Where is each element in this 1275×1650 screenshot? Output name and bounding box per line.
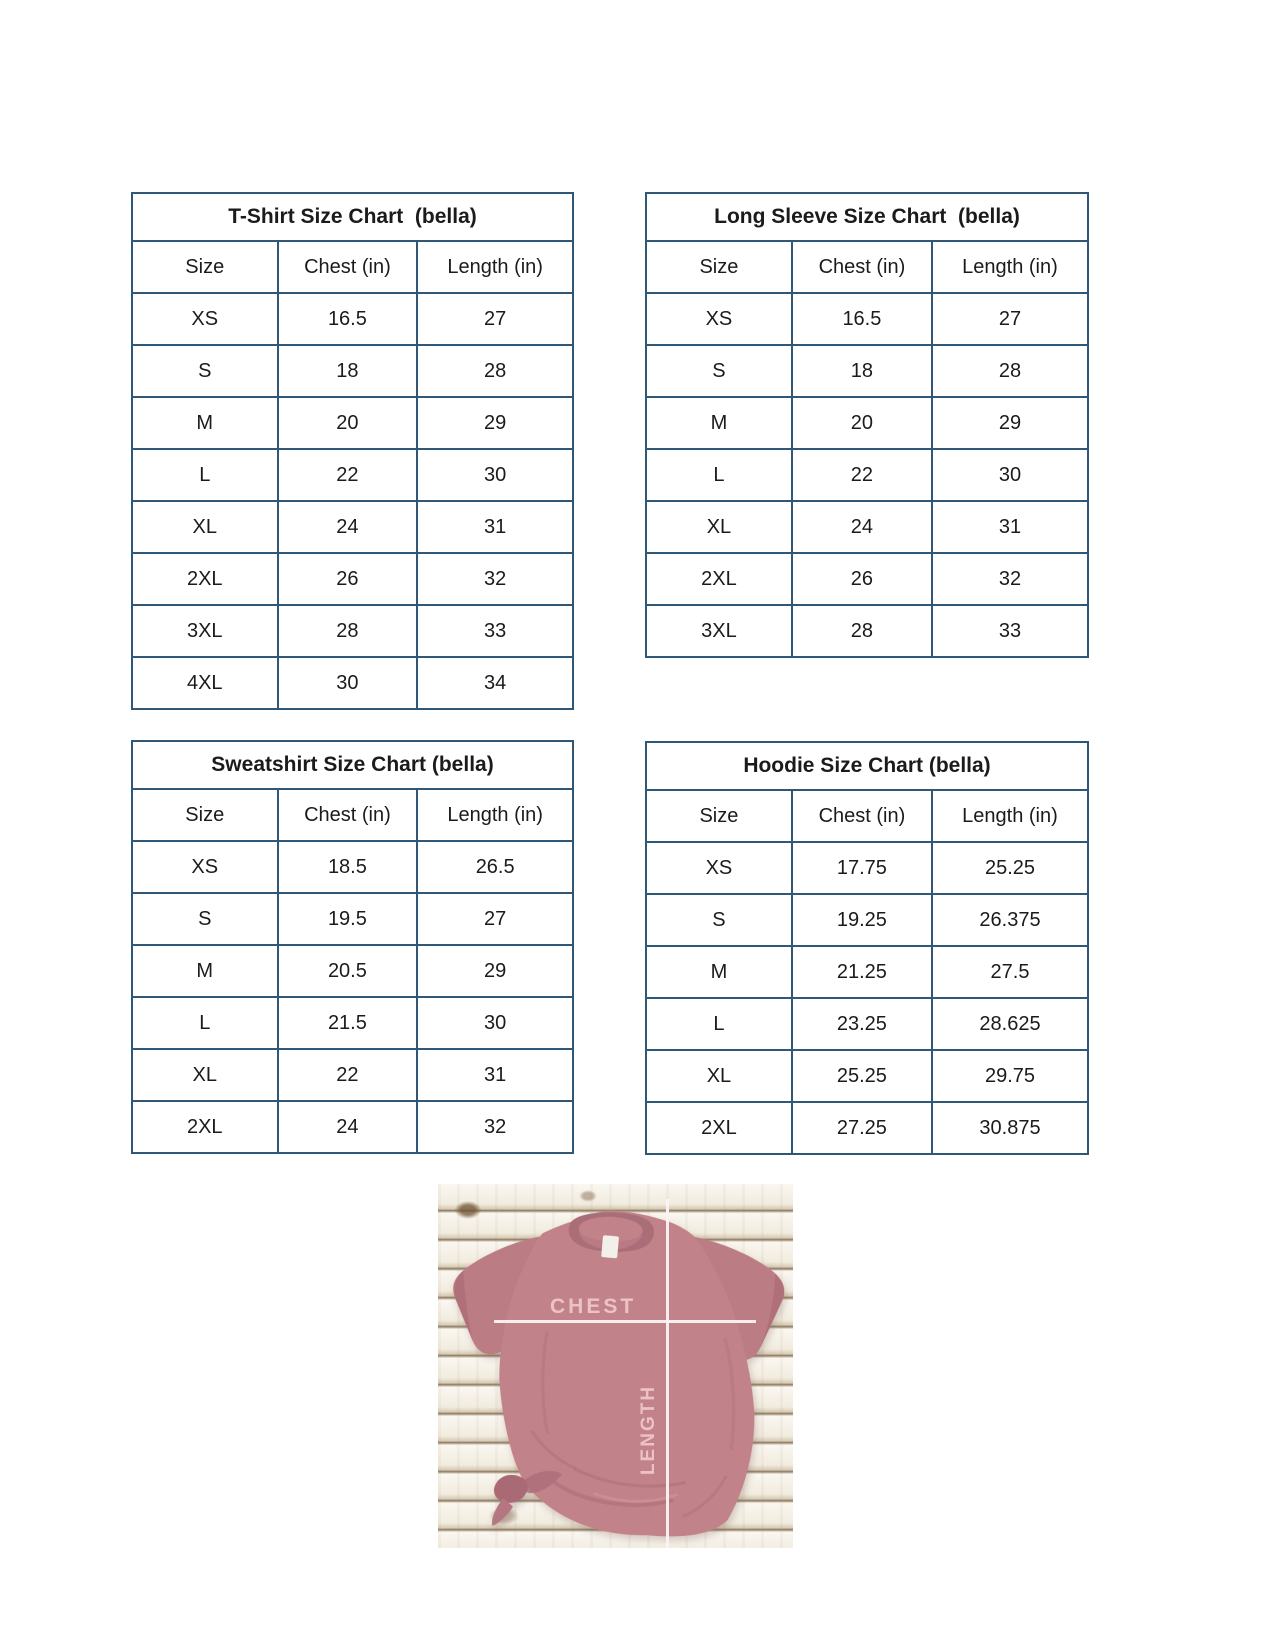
size-cell: 21.25 — [792, 946, 932, 998]
size-cell: 31 — [417, 501, 573, 553]
column-header: Size — [646, 790, 792, 842]
size-cell: L — [132, 997, 278, 1049]
size-cell: 16.5 — [278, 293, 418, 345]
table-row — [132, 841, 573, 893]
column-header: Length (in) — [932, 241, 1088, 293]
size-cell: 30 — [278, 657, 418, 709]
table-title: Long Sleeve Size Chart (bella) — [646, 193, 1088, 241]
long-sleeve-size-table — [645, 192, 1089, 658]
table-row — [646, 345, 1088, 397]
table-row — [646, 1102, 1088, 1154]
size-cell: XS — [132, 841, 278, 893]
tshirt-size-table — [131, 192, 574, 710]
size-cell: L — [132, 449, 278, 501]
table-row — [132, 893, 573, 945]
table-row — [132, 1049, 573, 1101]
size-cell: 16.5 — [792, 293, 932, 345]
size-cell: 25.25 — [932, 842, 1088, 894]
size-cell: 30 — [417, 997, 573, 1049]
table-row — [132, 449, 573, 501]
size-cell: L — [646, 449, 792, 501]
table-row — [132, 605, 573, 657]
size-cell: 27 — [417, 293, 573, 345]
column-header: Length (in) — [932, 790, 1088, 842]
table-row — [132, 345, 573, 397]
column-header: Length (in) — [417, 241, 573, 293]
size-cell: 17.75 — [792, 842, 932, 894]
size-cell: 2XL — [132, 553, 278, 605]
table-row — [646, 553, 1088, 605]
size-cell: 2XL — [646, 1102, 792, 1154]
chest-label: CHEST — [550, 1295, 637, 1318]
size-cell: 30 — [417, 449, 573, 501]
size-cell: 31 — [417, 1049, 573, 1101]
size-table — [645, 192, 1089, 658]
table-row — [646, 1050, 1088, 1102]
size-cell: 26 — [278, 553, 418, 605]
header-row — [132, 789, 573, 841]
size-cell: XS — [646, 293, 792, 345]
column-header: Length (in) — [417, 789, 573, 841]
table-row — [646, 397, 1088, 449]
header-row — [132, 241, 573, 293]
size-cell: 27 — [417, 893, 573, 945]
table-row — [646, 293, 1088, 345]
table-row — [646, 894, 1088, 946]
size-cell: 28 — [278, 605, 418, 657]
table-row — [132, 397, 573, 449]
size-cell: 20 — [792, 397, 932, 449]
table-row — [132, 657, 573, 709]
size-cell: 32 — [417, 1101, 573, 1153]
table-row — [646, 998, 1088, 1050]
size-cell: L — [646, 998, 792, 1050]
size-cell: 29 — [417, 397, 573, 449]
size-cell: M — [132, 945, 278, 997]
table-row — [646, 501, 1088, 553]
length-label: LENGTH — [638, 1384, 659, 1476]
size-cell: 24 — [792, 501, 932, 553]
size-cell: S — [132, 893, 278, 945]
tshirt-illustration — [438, 1184, 793, 1548]
size-cell: 21.5 — [278, 997, 418, 1049]
size-cell: S — [132, 345, 278, 397]
column-header: Chest (in) — [278, 241, 418, 293]
size-cell: S — [646, 345, 792, 397]
size-cell: 25.25 — [792, 1050, 932, 1102]
size-cell: 19.25 — [792, 894, 932, 946]
size-cell: M — [132, 397, 278, 449]
table-row — [646, 946, 1088, 998]
size-cell: 24 — [278, 1101, 418, 1153]
table-row — [646, 449, 1088, 501]
hoodie-size-table — [645, 741, 1089, 1155]
size-cell: 23.25 — [792, 998, 932, 1050]
header-row — [646, 790, 1088, 842]
size-cell: XL — [646, 501, 792, 553]
size-cell: 20.5 — [278, 945, 418, 997]
neck-label — [601, 1235, 619, 1258]
table-row — [646, 605, 1088, 657]
size-table — [645, 741, 1089, 1155]
size-cell: 22 — [792, 449, 932, 501]
table-row — [132, 501, 573, 553]
size-cell: 28 — [417, 345, 573, 397]
size-cell: 26 — [792, 553, 932, 605]
size-cell: 32 — [417, 553, 573, 605]
size-cell: 18.5 — [278, 841, 418, 893]
size-cell: 33 — [417, 605, 573, 657]
column-header: Size — [132, 241, 278, 293]
size-cell: 30 — [932, 449, 1088, 501]
size-cell: 29 — [932, 397, 1088, 449]
size-cell: XS — [132, 293, 278, 345]
header-row — [646, 241, 1088, 293]
size-cell: 26.5 — [417, 841, 573, 893]
size-cell: 18 — [792, 345, 932, 397]
table-row — [132, 997, 573, 1049]
size-cell: 34 — [417, 657, 573, 709]
size-cell: 2XL — [132, 1101, 278, 1153]
table-row — [646, 842, 1088, 894]
size-cell: 29 — [417, 945, 573, 997]
size-cell: 3XL — [132, 605, 278, 657]
size-cell: 28 — [932, 345, 1088, 397]
size-cell: 27.25 — [792, 1102, 932, 1154]
size-cell: 19.5 — [278, 893, 418, 945]
size-cell: 27.5 — [932, 946, 1088, 998]
size-cell: 30.875 — [932, 1102, 1088, 1154]
size-cell: 28 — [792, 605, 932, 657]
sweatshirt-size-table — [131, 740, 574, 1154]
product-photo — [438, 1184, 793, 1548]
size-cell: 31 — [932, 501, 1088, 553]
size-cell: 22 — [278, 449, 418, 501]
table-title: Sweatshirt Size Chart (bella) — [132, 741, 573, 789]
size-cell: 29.75 — [932, 1050, 1088, 1102]
column-header: Chest (in) — [278, 789, 418, 841]
chest-measure-line — [494, 1320, 756, 1323]
size-table — [131, 740, 574, 1154]
size-table — [131, 192, 574, 710]
size-cell: XL — [132, 501, 278, 553]
size-cell: 18 — [278, 345, 418, 397]
column-header: Size — [646, 241, 792, 293]
table-title: Hoodie Size Chart (bella) — [646, 742, 1088, 790]
size-cell: XS — [646, 842, 792, 894]
size-cell: M — [646, 397, 792, 449]
size-cell: 33 — [932, 605, 1088, 657]
column-header: Size — [132, 789, 278, 841]
size-cell: M — [646, 946, 792, 998]
table-row — [132, 293, 573, 345]
size-cell: 4XL — [132, 657, 278, 709]
table-row — [132, 553, 573, 605]
size-cell: S — [646, 894, 792, 946]
size-cell: 28.625 — [932, 998, 1088, 1050]
length-measure-line — [666, 1199, 669, 1548]
column-header: Chest (in) — [792, 241, 932, 293]
size-cell: XL — [646, 1050, 792, 1102]
size-cell: 3XL — [646, 605, 792, 657]
size-cell: 26.375 — [932, 894, 1088, 946]
size-cell: 2XL — [646, 553, 792, 605]
table-row — [132, 1101, 573, 1153]
table-title: T-Shirt Size Chart (bella) — [132, 193, 573, 241]
size-cell: 20 — [278, 397, 418, 449]
size-cell: 32 — [932, 553, 1088, 605]
size-cell: 27 — [932, 293, 1088, 345]
column-header: Chest (in) — [792, 790, 932, 842]
size-cell: 24 — [278, 501, 418, 553]
size-cell: XL — [132, 1049, 278, 1101]
table-row — [132, 945, 573, 997]
size-cell: 22 — [278, 1049, 418, 1101]
